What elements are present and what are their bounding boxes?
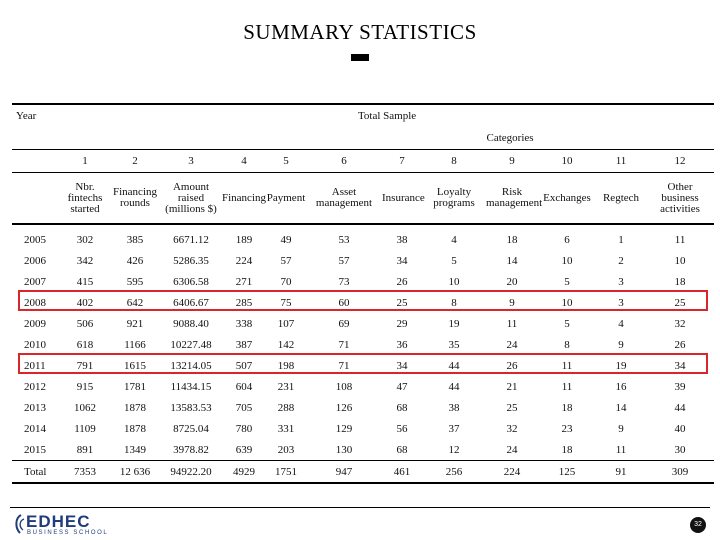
total-sample-header: Total Sample: [60, 104, 714, 127]
table-cell: 44: [674, 401, 686, 414]
table-cell: 9088.40: [173, 317, 209, 330]
column-header-line: Financing: [222, 191, 266, 204]
table-cell: 37: [448, 422, 460, 435]
summary-table-container: [12, 103, 714, 484]
table-cell: 44: [448, 359, 460, 372]
table-cell: 16: [615, 380, 627, 393]
table-cell: 618: [76, 338, 94, 351]
column-header: [110, 173, 160, 225]
table-cell: 705: [235, 401, 253, 414]
table-cell: 34: [396, 254, 408, 267]
row-year: 2010: [24, 338, 46, 351]
total-cell: 12 636: [110, 461, 160, 484]
table-row: [12, 313, 714, 334]
table-cell: 47: [396, 380, 408, 393]
table-cell: 11434.15: [170, 380, 212, 393]
table-cell: 75: [280, 296, 292, 309]
table-row: [12, 376, 714, 397]
total-cell: 125: [538, 461, 596, 484]
table-cell: 18: [506, 233, 518, 246]
title-underline-bar: [351, 54, 369, 61]
table-cell: 921: [126, 317, 144, 330]
column-header-line: Risk: [501, 186, 523, 198]
table-cell: 71: [338, 338, 350, 351]
table-cell: 19: [615, 359, 627, 372]
table-cell: 26: [396, 275, 408, 288]
row-year: 2007: [24, 275, 46, 288]
table-cell: 18: [561, 401, 573, 414]
column-number: 1: [60, 150, 110, 173]
table-cell: 13214.05: [170, 359, 212, 372]
table-cell: 34: [396, 359, 408, 372]
table-cell: 25: [674, 296, 686, 309]
table-cell: 203: [277, 443, 295, 456]
table-cell: 5: [451, 254, 457, 267]
table-cell: 426: [126, 254, 144, 267]
column-header-line: activities: [660, 202, 700, 215]
table-cell: 338: [235, 317, 253, 330]
table-cell: 107: [277, 317, 295, 330]
table-cell: 10227.48: [170, 338, 212, 351]
header-row-sample: [12, 104, 714, 127]
table-cell: 302: [76, 233, 94, 246]
header-row-labels: [12, 173, 714, 225]
table-cell: 10: [561, 296, 573, 309]
table-cell: 130: [335, 443, 353, 456]
total-cell: 224: [486, 461, 538, 484]
column-number: 12: [646, 150, 714, 173]
table-cell: 1: [618, 233, 624, 246]
table-cell: 402: [76, 296, 94, 309]
table-cell: 5: [564, 275, 570, 288]
table-cell: 11: [615, 443, 627, 456]
total-cell: 94922.20: [160, 461, 222, 484]
table-cell: 506: [76, 317, 94, 330]
table-cell: 32: [506, 422, 518, 435]
row-year: 2012: [24, 380, 46, 393]
table-cell: 6306.58: [173, 275, 209, 288]
column-header-line: started: [70, 202, 100, 215]
table-cell: 57: [280, 254, 292, 267]
page-number-badge: 32: [690, 517, 706, 533]
table-row: [12, 355, 714, 376]
total-cell: 4929: [222, 461, 266, 484]
table-cell: 26: [506, 359, 518, 372]
row-year: 2005: [24, 233, 46, 246]
table-cell: 415: [76, 275, 94, 288]
header-spacer: [12, 150, 60, 173]
table-cell: 5286.35: [173, 254, 209, 267]
table-cell: 14: [615, 401, 627, 414]
row-year: 2006: [24, 254, 46, 267]
table-cell: 1349: [124, 443, 146, 456]
table-cell: 32: [674, 317, 686, 330]
row-year: 2014: [24, 422, 46, 435]
column-header-line: Financing: [113, 186, 157, 198]
table-cell: 11: [674, 233, 686, 246]
table-cell: 342: [76, 254, 94, 267]
column-header: [306, 173, 382, 225]
column-header-line: Payment: [266, 191, 306, 204]
column-number: 10: [538, 150, 596, 173]
table-cell: 70: [280, 275, 292, 288]
categories-header: Categories: [306, 127, 714, 150]
table-cell: 18: [674, 275, 686, 288]
column-header-line: Exchanges: [543, 191, 591, 204]
table-cell: 14: [506, 254, 518, 267]
table-cell: 1109: [74, 422, 96, 435]
table-cell: 6671.12: [173, 233, 209, 246]
table-row: [12, 334, 714, 355]
column-header: [596, 173, 646, 225]
column-number: 9: [486, 150, 538, 173]
table-cell: 2: [618, 254, 624, 267]
table-cell: 11: [561, 380, 573, 393]
column-header: [382, 173, 425, 225]
table-cell: 26: [674, 338, 686, 351]
table-cell: 24: [506, 443, 518, 456]
table-cell: 108: [335, 380, 353, 393]
column-header: [422, 173, 486, 225]
table-cell: 1615: [124, 359, 146, 372]
table-cell: 198: [277, 359, 295, 372]
column-header-line: Amount: [172, 180, 210, 193]
table-cell: 288: [277, 401, 295, 414]
table-cell: 34: [674, 359, 686, 372]
column-header-line: Other: [667, 180, 693, 193]
table-cell: 30: [674, 443, 686, 456]
slide-title: SUMMARY STATISTICS: [243, 20, 477, 44]
table-cell: 53: [338, 233, 350, 246]
table-cell: 13583.53: [170, 401, 212, 414]
column-header-line: raised: [177, 191, 205, 204]
summary-statistics-table: [12, 103, 714, 484]
logo-text: EDHEC: [26, 512, 91, 531]
table-cell: 231: [277, 380, 295, 393]
table-cell: 11: [506, 317, 518, 330]
row-year: 2015: [24, 443, 46, 456]
total-cell: 1751: [266, 461, 306, 484]
table-row: [12, 250, 714, 271]
table-cell: 142: [277, 338, 295, 351]
column-header: [486, 173, 543, 225]
table-cell: 1166: [124, 338, 146, 351]
table-cell: 57: [338, 254, 350, 267]
table-cell: 69: [338, 317, 350, 330]
table-cell: 1878: [124, 422, 146, 435]
table-cell: 18: [561, 443, 573, 456]
column-header: [60, 173, 110, 225]
column-number: 5: [266, 150, 306, 173]
table-cell: 25: [506, 401, 518, 414]
table-cell: 8725.04: [173, 422, 209, 435]
table-cell: 126: [335, 401, 353, 414]
table-cell: 12: [448, 443, 460, 456]
table-cell: 3: [618, 275, 624, 288]
table-cell: 10: [674, 254, 686, 267]
table-cell: 8: [451, 296, 457, 309]
footer-divider: [10, 507, 710, 508]
header-spacer: [12, 173, 60, 225]
total-cell: 91: [596, 461, 646, 484]
table-cell: 10: [561, 254, 573, 267]
column-number: 3: [160, 150, 222, 173]
table-cell: 387: [235, 338, 253, 351]
total-cell: 461: [382, 461, 422, 484]
total-cell: 947: [306, 461, 382, 484]
column-header-line: Insurance: [382, 191, 425, 204]
table-cell: 6: [564, 233, 570, 246]
column-header-line: business: [661, 191, 699, 204]
table-cell: 6406.67: [173, 296, 209, 309]
header-row-numbers: [12, 150, 714, 173]
table-cell: 36: [396, 338, 408, 351]
header-row-categories: [12, 127, 714, 150]
table-cell: 19: [448, 317, 460, 330]
table-cell: 29: [396, 317, 408, 330]
table-cell: 1062: [74, 401, 96, 414]
column-header: [222, 173, 266, 225]
table-cell: 189: [235, 233, 253, 246]
table-cell: 25: [396, 296, 408, 309]
table-cell: 40: [674, 422, 686, 435]
table-cell: 5: [564, 317, 570, 330]
column-header: [266, 173, 306, 225]
table-cell: 595: [126, 275, 144, 288]
column-header: [646, 173, 714, 225]
table-cell: 642: [126, 296, 144, 309]
table-row: [12, 292, 714, 313]
row-year: 2013: [24, 401, 46, 414]
table-cell: 9: [618, 422, 624, 435]
row-year: 2008: [24, 296, 46, 309]
column-header-line: Loyalty: [436, 186, 472, 198]
table-cell: 129: [335, 422, 353, 435]
column-header: [160, 173, 222, 225]
table-cell: 891: [76, 443, 94, 456]
table-cell: 915: [76, 380, 94, 393]
row-year: 2009: [24, 317, 46, 330]
table-cell: 39: [674, 380, 686, 393]
table-cell: 49: [280, 233, 292, 246]
header-spacer: [12, 127, 306, 150]
table-row: [12, 224, 714, 250]
table-cell: 285: [235, 296, 253, 309]
total-cell: 256: [422, 461, 486, 484]
table-cell: 4: [618, 317, 624, 330]
column-header-line: Regtech: [602, 191, 640, 204]
table-cell: 9: [618, 338, 624, 351]
table-cell: 21: [506, 380, 518, 393]
column-header-line: management: [315, 197, 373, 209]
edhec-logo: [12, 512, 112, 538]
table-cell: 3978.82: [173, 443, 209, 456]
table-cell: 35: [448, 338, 460, 351]
total-row: [12, 461, 714, 484]
table-cell: 1781: [124, 380, 146, 393]
table-cell: 11: [561, 359, 573, 372]
row-year: 2011: [24, 359, 46, 372]
logo-mark-icon: [12, 513, 26, 535]
column-number: 8: [422, 150, 486, 173]
column-number: 7: [382, 150, 422, 173]
logo-subtext: BUSINESS SCHOOL: [27, 530, 109, 536]
table-row: [12, 397, 714, 418]
column-header-line: management: [486, 197, 543, 209]
table-cell: 68: [396, 401, 408, 414]
table-row: [12, 418, 714, 439]
total-cell: 309: [646, 461, 714, 484]
column-number: 4: [222, 150, 266, 173]
table-row: [12, 439, 714, 461]
column-header-line: Asset: [331, 186, 357, 198]
column-number: 6: [306, 150, 382, 173]
table-cell: 3: [618, 296, 624, 309]
table-cell: 10: [448, 275, 460, 288]
table-cell: 68: [396, 443, 408, 456]
table-cell: 56: [396, 422, 408, 435]
table-cell: 385: [126, 233, 144, 246]
column-number: 11: [596, 150, 646, 173]
table-cell: 60: [338, 296, 350, 309]
table-cell: 271: [235, 275, 253, 288]
table-cell: 604: [235, 380, 253, 393]
table-cell: 73: [338, 275, 350, 288]
table-cell: 9: [509, 296, 515, 309]
column-header-line: fintechs: [67, 191, 103, 204]
column-header-line: rounds: [120, 197, 150, 209]
table-cell: 24: [506, 338, 518, 351]
table-cell: 507: [235, 359, 253, 372]
table-cell: 38: [448, 401, 460, 414]
column-header-line: (millions $): [165, 202, 217, 215]
table-cell: 639: [235, 443, 253, 456]
column-header-line: programs: [433, 197, 475, 209]
table-cell: 20: [506, 275, 518, 288]
table-cell: 38: [396, 233, 408, 246]
table-cell: 8: [564, 338, 570, 351]
column-header-line: Nbr.: [75, 180, 95, 193]
total-label: Total: [12, 461, 60, 484]
total-cell: 7353: [60, 461, 110, 484]
table-cell: 4: [451, 233, 457, 246]
table-cell: 224: [235, 254, 253, 267]
table-cell: 44: [448, 380, 460, 393]
table-cell: 23: [561, 422, 573, 435]
table-row: [12, 271, 714, 292]
year-header: Year: [12, 104, 60, 127]
table-cell: 1878: [124, 401, 146, 414]
table-cell: 71: [338, 359, 350, 372]
table-cell: 331: [277, 422, 295, 435]
table-cell: 791: [76, 359, 94, 372]
column-header: [538, 173, 596, 225]
column-number: 2: [110, 150, 160, 173]
table-cell: 780: [235, 422, 253, 435]
